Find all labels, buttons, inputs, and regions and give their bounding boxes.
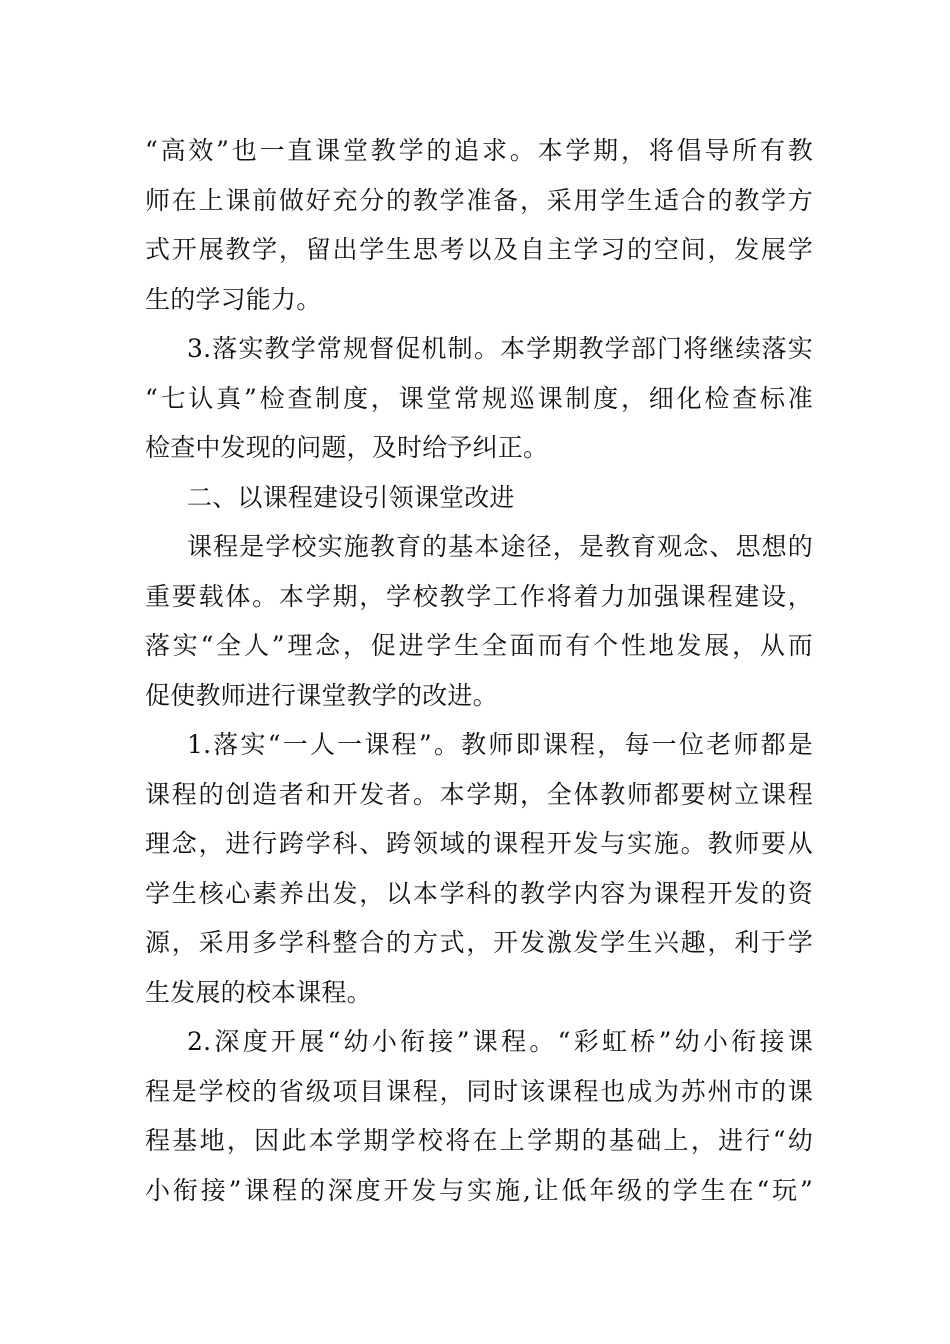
text-line: 程基地，因此本学期学校将在上学期的基础上，进行“幼 (145, 1126, 813, 1155)
text-line: 源，采用多学科整合的方式，开发激发学生兴趣，利于学 (145, 928, 813, 957)
text-line: 1.落实“一人一课程”。教师即课程，每一位老师都是 (187, 730, 813, 759)
text-line: 落实“全人”理念，促进学生全面而有个性地发展，从而 (145, 631, 813, 660)
text-line: 式开展教学，留出学生思考以及自主学习的空间，发展学 (145, 235, 813, 264)
text-line: 小衔接”课程的深度开发与实施,让低年级的学生在“玩” (145, 1175, 813, 1205)
text-line: 检查中发现的问题，及时给予纠正。 (145, 433, 549, 462)
text-line: 生发展的校本课程。 (145, 977, 372, 1007)
text-line: 促使教师进行课堂教学的改进。 (145, 680, 498, 710)
text-line: 学生核心素养出发，以本学科的教学内容为课程开发的资 (145, 878, 813, 908)
text-line: 3.落实教学常规督促机制。本学期教学部门将继续落实 (187, 334, 813, 363)
text-line: 课程的创造者和开发者。本学期，全体教师都要树立课程 (145, 779, 813, 809)
text-line: 课程是学校实施教育的基本途径，是教育观念、思想的 (187, 532, 813, 561)
document-body (145, 126, 813, 1215)
section-heading: 二、以课程建设引领课堂改进 (187, 482, 515, 512)
text-line: 理念，进行跨学科、跨领域的课程开发与实施。教师要从 (145, 829, 813, 858)
text-line: 师在上课前做好充分的教学准备，采用学生适合的教学方 (145, 185, 813, 215)
text-line: 程是学校的省级项目课程，同时该课程也成为苏州市的课 (145, 1076, 813, 1106)
text-line: “七认真”检查制度，课堂常规巡课制度，细化检查标准 (145, 383, 813, 413)
text-line: 2.深度开展“幼小衔接”课程。“彩虹桥”幼小衔接课 (187, 1027, 813, 1056)
text-line: “高效”也一直课堂教学的追求。本学期，将倡导所有教 (145, 136, 813, 165)
text-line: 生的学习能力。 (145, 284, 322, 314)
text-line: 重要载体。本学期，学校教学工作将着力加强课程建设， (145, 581, 813, 611)
